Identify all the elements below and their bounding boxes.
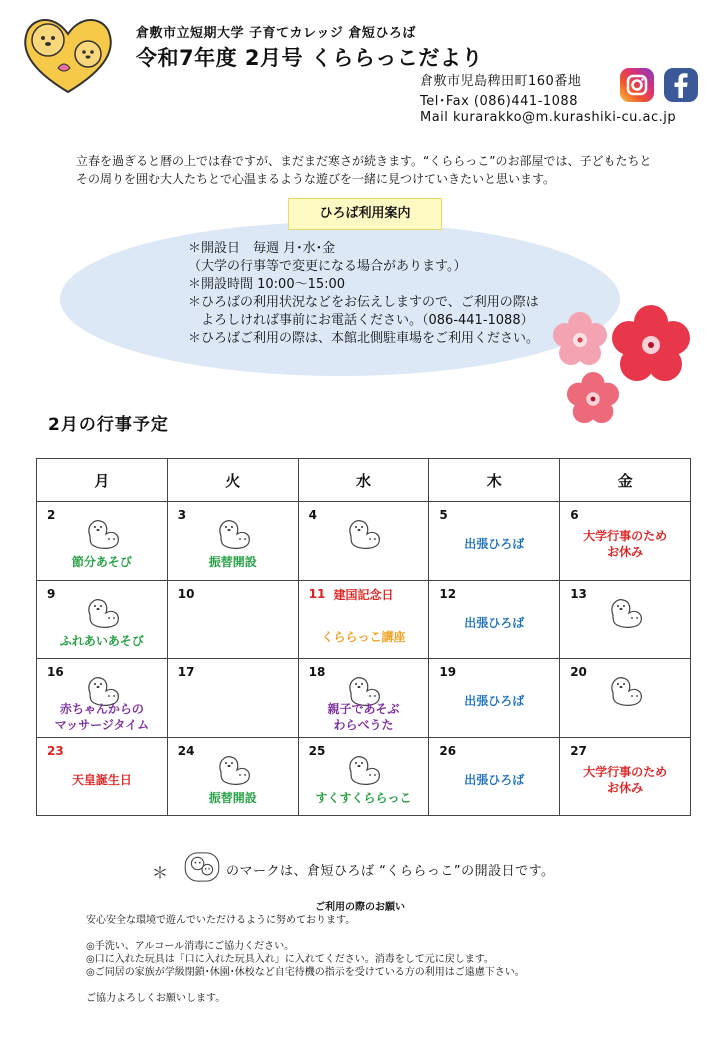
intro-text bbox=[76, 152, 676, 188]
day-number: 9 bbox=[47, 586, 56, 601]
plum-blossom-icon bbox=[566, 372, 620, 426]
notice-line: 安心安全な環境で遊んでいただけるように努めております。 bbox=[86, 915, 356, 926]
calendar-day-cell bbox=[37, 580, 168, 659]
event-label: お休み bbox=[607, 780, 644, 795]
calendar-week bbox=[37, 580, 691, 659]
notice-body bbox=[86, 914, 666, 1005]
day-number: 18 bbox=[308, 665, 326, 679]
day-number: 23 bbox=[47, 743, 64, 758]
day-number: 20 bbox=[570, 665, 587, 679]
otter-icon bbox=[213, 752, 253, 786]
day-number: 4 bbox=[308, 508, 317, 522]
event-label: くららっこ講座 bbox=[321, 629, 406, 644]
calendar-day-cell bbox=[560, 502, 691, 581]
calendar-week bbox=[37, 502, 691, 581]
address: 倉敷市児島稗田町160番地 bbox=[420, 74, 582, 89]
event-label: 大学行事のため bbox=[583, 764, 668, 779]
event-label: 大学行事のため bbox=[583, 529, 668, 543]
info-lines bbox=[188, 240, 539, 348]
event-label: 出張ひろば bbox=[464, 694, 525, 708]
event-label: 親子であそぶ bbox=[327, 702, 400, 716]
calendar-day-cell bbox=[167, 737, 298, 816]
intro-line: その周りを囲む大人たちとで心温まるような遊びを一緒に見つけていきたいと思います。 bbox=[76, 172, 556, 186]
notice-line: ◎手洗い、アルコール消毒にご協力ください。 bbox=[86, 941, 295, 952]
calendar-day-cell bbox=[37, 502, 168, 581]
legend-text: のマークは、倉短ひろば “くららっこ”の開設日です。 bbox=[226, 864, 555, 879]
day-number: 25 bbox=[308, 743, 326, 758]
legend-star: ＊ bbox=[152, 863, 169, 882]
calendar-day-cell bbox=[298, 737, 429, 816]
day-number: 11 bbox=[308, 586, 326, 601]
weekday-header: 火 bbox=[167, 459, 298, 502]
calendar-week bbox=[37, 659, 691, 738]
event-label: 振替開設 bbox=[208, 790, 257, 805]
calendar-day-cell bbox=[298, 580, 429, 659]
weekday-header: 月 bbox=[37, 459, 168, 502]
facebook-icon[interactable] bbox=[664, 68, 698, 102]
organization-name: 倉敷市立短期大学 子育てカレッジ 倉短ひろば bbox=[136, 26, 416, 41]
notice-title: ご利用の際のお願い bbox=[315, 902, 405, 913]
event-label: わらべうた bbox=[333, 718, 394, 732]
notice-line: ◎ご同居の家族が学級閉鎖･休園･休校など自宅待機の指示を受けている方の利用はご遠慮下さい。 bbox=[86, 967, 525, 978]
calendar-day-cell bbox=[560, 737, 691, 816]
notice-line bbox=[86, 979, 666, 992]
notice-line: ご協力よろしくお願いします。 bbox=[86, 993, 226, 1004]
event-label: 天皇誕生日 bbox=[71, 772, 132, 787]
day-number: 6 bbox=[570, 508, 579, 522]
calendar-day-cell bbox=[429, 580, 560, 659]
calendar-day-cell bbox=[560, 580, 691, 659]
info-line: ＊開設日 毎週 月･水･金 bbox=[188, 241, 336, 256]
day-number: 12 bbox=[439, 586, 457, 601]
weekday-header: 金 bbox=[560, 459, 691, 502]
newsletter-title: 令和7年度 2月号 くららっこだより bbox=[136, 46, 483, 70]
schedule-title: 2月の行事予定 bbox=[48, 415, 169, 435]
event-label: 出張ひろば bbox=[464, 537, 525, 551]
calendar-day-cell bbox=[167, 659, 298, 738]
otter-icon bbox=[343, 516, 383, 550]
event-calendar bbox=[36, 458, 691, 816]
instagram-icon[interactable] bbox=[620, 68, 654, 102]
calendar-day-cell bbox=[37, 737, 168, 816]
calendar-day-cell bbox=[167, 502, 298, 581]
calendar-week bbox=[37, 737, 691, 816]
day-number: 19 bbox=[439, 665, 457, 679]
info-line: ＊開設時間 10:00～15:00 bbox=[188, 277, 346, 292]
otter-logo-icon bbox=[18, 8, 118, 98]
day-number: 3 bbox=[177, 508, 187, 522]
day-number: 2 bbox=[47, 508, 56, 522]
otter-icon bbox=[343, 752, 383, 786]
plum-blossom-icon bbox=[552, 312, 608, 368]
plum-blossom-icon bbox=[610, 304, 692, 386]
day-number: 17 bbox=[177, 665, 195, 679]
day-number: 24 bbox=[177, 743, 195, 758]
calendar-day-cell bbox=[298, 502, 429, 581]
notice-line bbox=[86, 927, 666, 940]
event-label: 節分あそび bbox=[71, 555, 132, 569]
weekday-header: 木 bbox=[429, 459, 560, 502]
calendar-day-cell bbox=[429, 737, 560, 816]
event-label: マッサージタイム bbox=[54, 718, 150, 732]
event-label: 建国記念日 bbox=[333, 587, 394, 602]
otter-icon bbox=[605, 673, 645, 707]
event-label: ふれあいあそび bbox=[59, 633, 144, 648]
notice-line: ◎口に入れた玩具は「口に入れた玩具入れ」に入れてください。消毒をして元に戻します。 bbox=[86, 954, 494, 965]
day-number: 13 bbox=[570, 586, 587, 601]
otter-icon bbox=[82, 516, 122, 550]
otter-icon bbox=[184, 852, 220, 882]
event-label: すくすくららっこ bbox=[315, 790, 412, 805]
info-line: （大学の行事等で変更になる場合があります。） bbox=[188, 259, 467, 274]
calendar-day-cell bbox=[37, 659, 168, 738]
event-label: 振替開設 bbox=[208, 555, 257, 569]
info-line: ＊ひろばご利用の際は、本館北側駐車場をご利用ください。 bbox=[188, 331, 540, 346]
calendar-day-cell bbox=[298, 659, 429, 738]
otter-icon bbox=[82, 595, 122, 629]
intro-line: 立春を過ぎると暦の上では春ですが、まだまだ寒さが続きます。“くららっこ”のお部屋では、子どもたちと bbox=[76, 154, 652, 168]
event-label: お休み bbox=[607, 545, 644, 559]
event-label: 出張ひろば bbox=[464, 615, 525, 630]
info-line: ＊ひろばの利用状況などをお伝えしますので、ご利用の際は bbox=[188, 295, 539, 310]
day-number: 27 bbox=[570, 743, 587, 758]
otter-icon bbox=[213, 516, 253, 550]
day-number: 10 bbox=[177, 586, 195, 601]
calendar-day-cell bbox=[429, 659, 560, 738]
info-line: よろしければ事前にお電話ください。（086-441-1088） bbox=[188, 313, 534, 328]
event-label: 赤ちゃんからの bbox=[59, 702, 144, 716]
day-number: 5 bbox=[439, 508, 448, 522]
info-heading: ひろば利用案内 bbox=[288, 198, 442, 230]
otter-icon bbox=[605, 595, 645, 629]
calendar-day-cell bbox=[560, 659, 691, 738]
calendar-day-cell bbox=[429, 502, 560, 581]
day-number: 16 bbox=[47, 665, 64, 679]
weekday-header: 水 bbox=[298, 459, 429, 502]
day-number: 26 bbox=[439, 743, 457, 758]
event-label: 出張ひろば bbox=[464, 772, 525, 787]
tel-fax: Tel･Fax (086)441-1088 bbox=[420, 94, 578, 109]
calendar-day-cell bbox=[167, 580, 298, 659]
mail-address[interactable]: Mail kurarakko@m.kurashiki-cu.ac.jp bbox=[420, 110, 677, 125]
